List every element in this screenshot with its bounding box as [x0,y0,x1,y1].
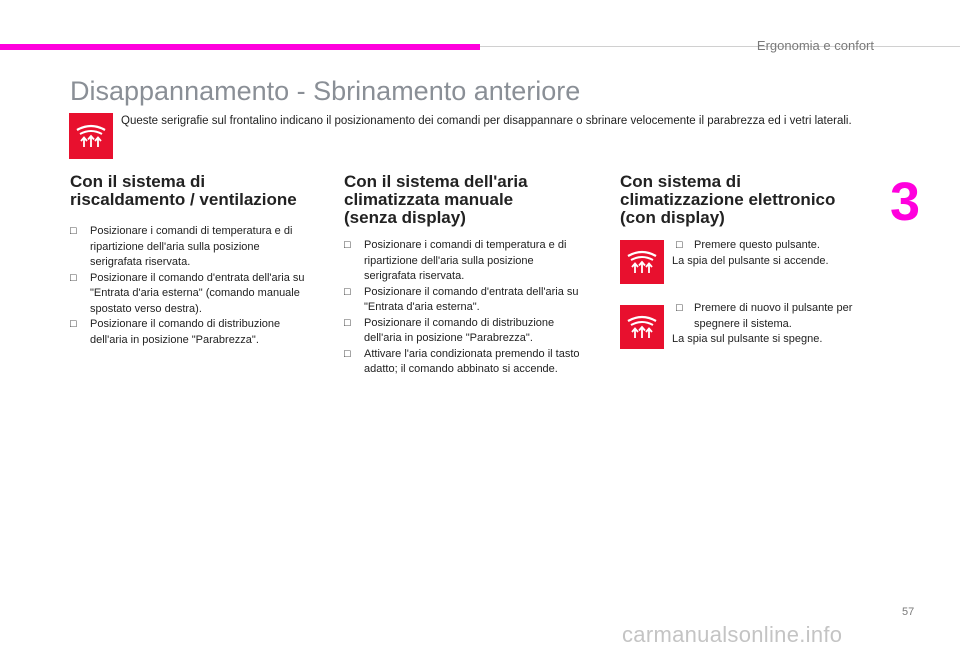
step-press-again [672,301,882,348]
list-item [70,224,305,271]
heading-line: climatizzata manuale [344,190,514,209]
item-text: Posizionare il comando d'entrata dell'aria su "Entrata d'aria esterna". [364,285,579,313]
heading-line: (con display) [620,208,725,227]
page-title: Disappannamento - Sbrinamento anteriore [70,76,581,106]
column-heading [344,173,594,227]
step-action: Premere di nuovo il pulsante per spegnere il sistema. [694,302,853,330]
step-result: La spia del pulsante si accende. [672,254,829,267]
step-action: Premere questo pulsante. [694,239,820,251]
heading-line: Con il sistema dell'aria [344,172,528,191]
bullet-icon: □ [344,347,351,360]
column-manual-ac [344,173,594,378]
list-item [672,238,872,254]
item-text: Posizionare il comando di distribuzione dell'aria in posizione "Parabrezza". [364,316,555,344]
heading-line: Con sistema di [620,172,741,191]
list-item [70,271,305,318]
page-number: 57 [902,606,915,618]
column-heading [70,173,325,209]
defrost-icon-graphic [625,312,659,342]
column-electronic-ac [620,173,870,227]
header-rule [480,46,960,47]
column-heading [620,173,870,227]
heading-line: climatizzazione elettronico [620,190,836,209]
bullet-icon: □ [70,225,77,237]
item-text: Attivare l'aria condizionata premendo il tasto adatto; il comando abbinato si accende. [364,347,580,375]
bullet-icon: □ [70,318,77,330]
defrost-icon-graphic [74,121,108,151]
list-item [344,238,584,285]
list-item [344,347,584,378]
item-text: Posizionare i comandi di temperatura e di ripartizione dell'aria sulla posizione serigrafata riservata. [364,239,567,282]
list-item [672,301,882,332]
step-press [672,238,872,269]
instruction-list [344,238,584,378]
item-text: Posizionare i comandi di temperatura e di ripartizione dell'aria sulla posizione serigrafata riservata. [90,225,293,268]
list-item [344,285,584,316]
chapter-number: 3 [890,172,921,232]
bullet-icon: □ [70,271,77,284]
heading-line: riscaldamento / ventilazione [70,190,297,209]
bullet-icon: □ [344,285,351,298]
section-title: Ergonomia e confort [756,38,874,53]
step-result: La spia sul pulsante si spegne. [672,333,823,345]
defrost-icon [620,240,664,284]
intro-text: Queste serigrafie sul frontalino indicano il posizionamento dei comandi per disappannare o sbrinare velocemente il parabrezza ed i vetri laterali. [121,115,852,127]
item-text: Posizionare il comando d'entrata dell'aria su "Entrata d'aria esterna" (comando manuale spostato verso destra). [90,271,305,315]
heading-line: (senza display) [344,208,466,227]
instruction-list [70,224,305,348]
defrost-icon [69,113,113,159]
watermark: carmanualsonline.info [622,622,843,647]
defrost-icon-graphic [625,247,659,277]
bullet-icon: □ [344,239,351,251]
bullet-icon: □ [676,302,683,314]
defrost-icon [620,305,664,349]
heading-line: Con il sistema di [70,172,206,191]
header-accent-bar [0,44,480,50]
item-text: Posizionare il comando di distribuzione dell'aria in posizione "Parabrezza". [90,318,281,346]
list-item [70,317,305,348]
column-heating-ventilation [70,173,325,348]
bullet-icon: □ [676,239,683,251]
bullet-icon: □ [344,316,351,329]
list-item [344,316,584,347]
